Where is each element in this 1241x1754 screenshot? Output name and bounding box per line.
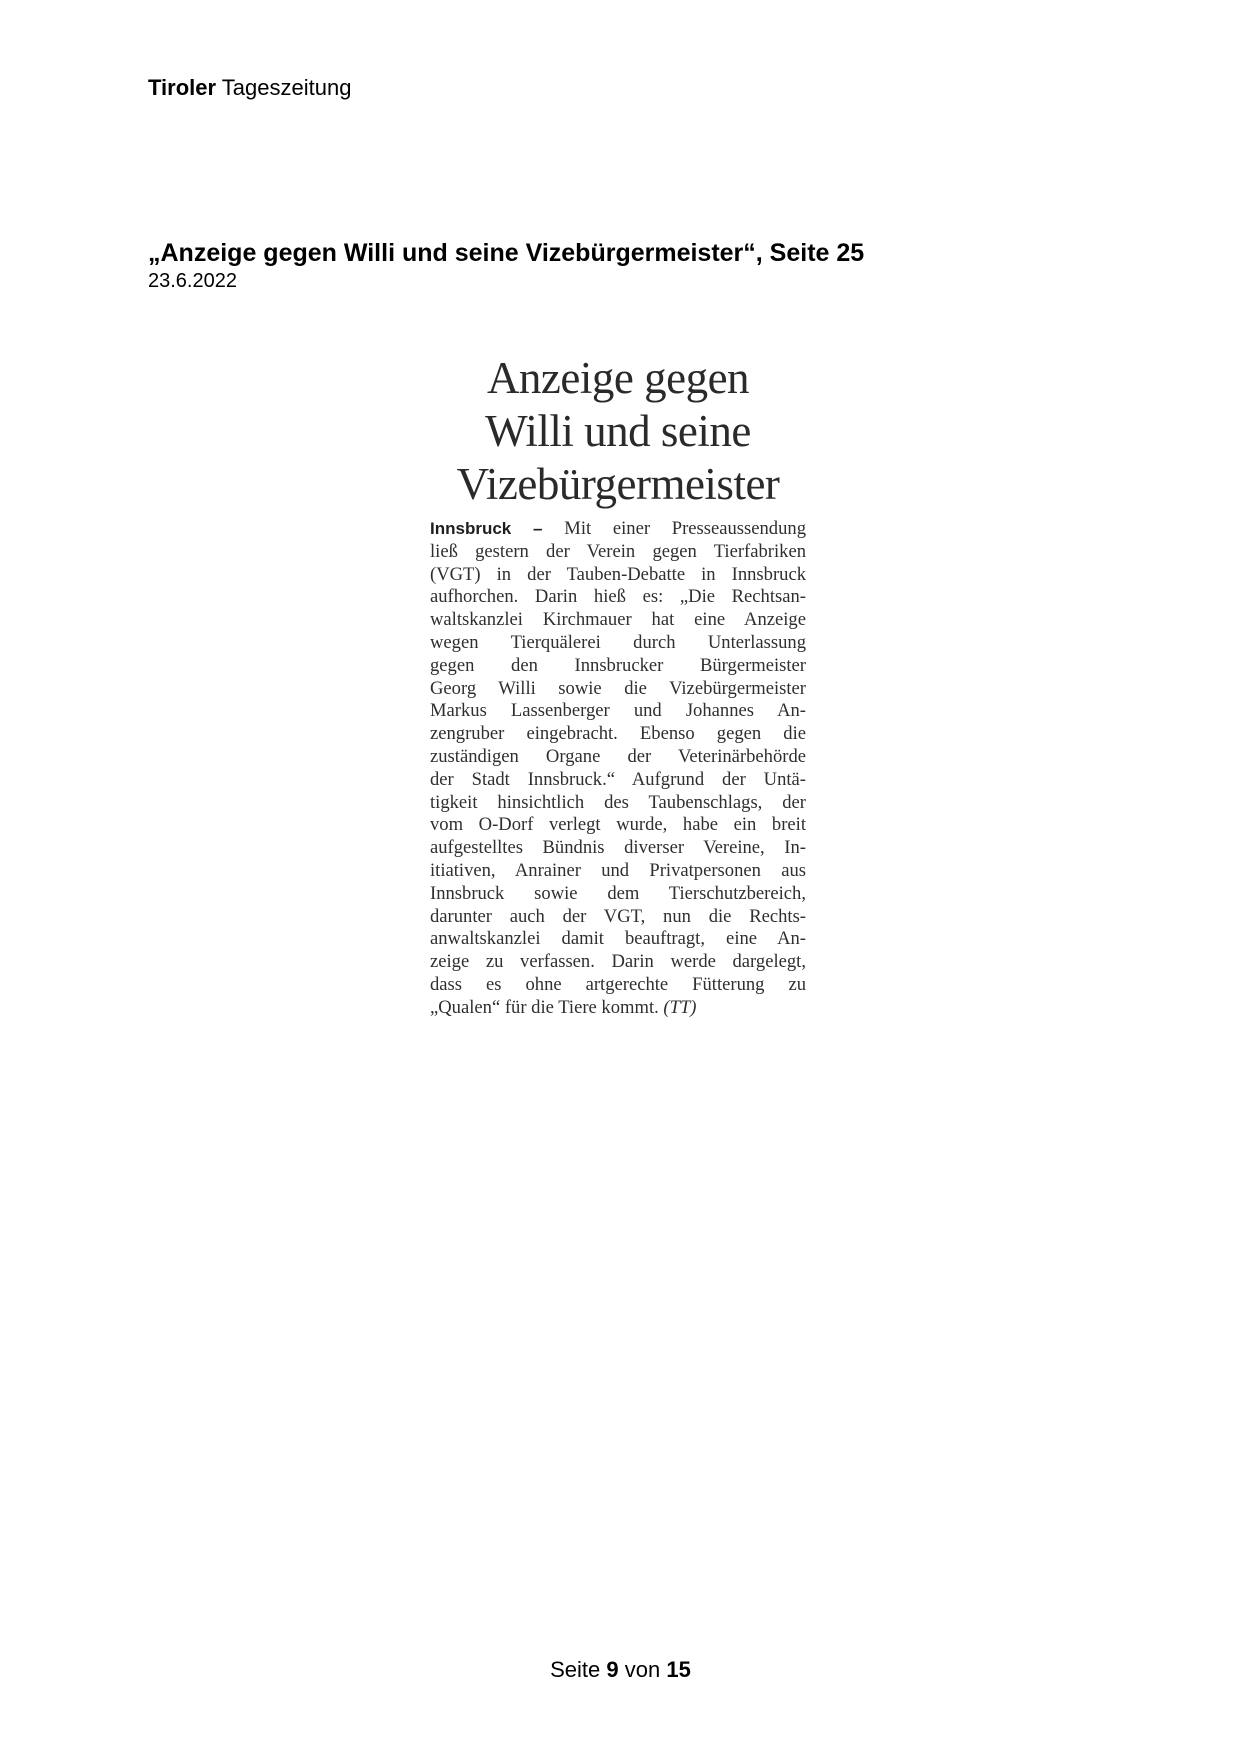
footer-of-word: von xyxy=(624,1657,661,1682)
article-line: (VGT) in der Tauben-Debatte in Innsbruck xyxy=(430,563,806,585)
article-line: der Stadt Innsbruck.“ Aufgrund der Untä- xyxy=(430,768,806,790)
article-line xyxy=(430,518,806,541)
article-line: waltskanzlei Kirchmauer hat eine Anzeige xyxy=(430,609,806,631)
article-line: dass es ohne artgerechte Fütterung zu xyxy=(430,973,806,995)
article-byline: (TT) xyxy=(663,996,697,1018)
article-line: itiativen, Anrainer und Privatpersonen aus xyxy=(430,859,806,881)
document-title: „Anzeige gegen Willi und seine Vizebürgermeister“, Seite 25 xyxy=(148,239,865,267)
article-line: zuständigen Organe der Veterinärbehörde xyxy=(430,745,806,767)
article-line: Innsbruck sowie dem Tierschutzbereich, xyxy=(430,882,806,904)
article-line: aufgestelltes Bündnis diverser Vereine, In- xyxy=(430,837,806,859)
article-last-line: „Qualen“ für die Tiere kommt. xyxy=(430,996,659,1018)
article-line-text: Mit einer Presseaussendung xyxy=(564,518,806,539)
headline-line: Anzeige gegen xyxy=(486,353,750,403)
article-line: zeige zu verfassen. Darin werde dargelegt, xyxy=(430,951,806,973)
article-line: ließ gestern der Verein gegen Tierfabriken xyxy=(430,540,806,562)
publication-name-bold: Tiroler xyxy=(148,75,217,100)
article-line: anwaltskanzlei damit beauftragt, eine An- xyxy=(430,928,806,950)
footer-page-word: Seite xyxy=(550,1657,601,1682)
article-line: zengruber eingebracht. Ebenso gegen die xyxy=(430,723,806,745)
article-line xyxy=(430,997,806,1020)
footer-current-page: 9 xyxy=(606,1657,619,1682)
article-line: Georg Willi sowie die Vizebürgermeister xyxy=(430,677,806,699)
publication-name-regular: Tageszeitung xyxy=(221,75,352,100)
article-line: vom O-Dorf verlegt wurde, habe ein breit xyxy=(430,814,806,836)
dateline-separator: – xyxy=(511,519,565,538)
headline-line: Willi und seine xyxy=(485,406,751,456)
document-date: 23.6.2022 xyxy=(148,270,237,292)
article-line: wegen Tierquälerei durch Unterlassung xyxy=(430,631,806,653)
footer-total-pages: 15 xyxy=(666,1657,691,1682)
newspaper-clipping xyxy=(428,352,808,1020)
headline-line: Vizebürgermeister xyxy=(456,459,780,509)
article-line: Markus Lassenberger und Johannes An- xyxy=(430,700,806,722)
article-line: tigkeit hinsichtlich des Taubenschlags, der xyxy=(430,791,806,813)
article-dateline: Innsbruck xyxy=(430,519,512,538)
article-line: aufhorchen. Darin hieß es: „Die Rechtsan- xyxy=(430,586,806,608)
article-line: gegen den Innsbrucker Bürgermeister xyxy=(430,654,806,676)
article-headline xyxy=(428,352,808,511)
article-line: darunter auch der VGT, nun die Rechts- xyxy=(430,905,806,927)
article-body xyxy=(430,518,806,1020)
page-footer xyxy=(0,1656,1241,1684)
publication-name xyxy=(148,74,351,102)
